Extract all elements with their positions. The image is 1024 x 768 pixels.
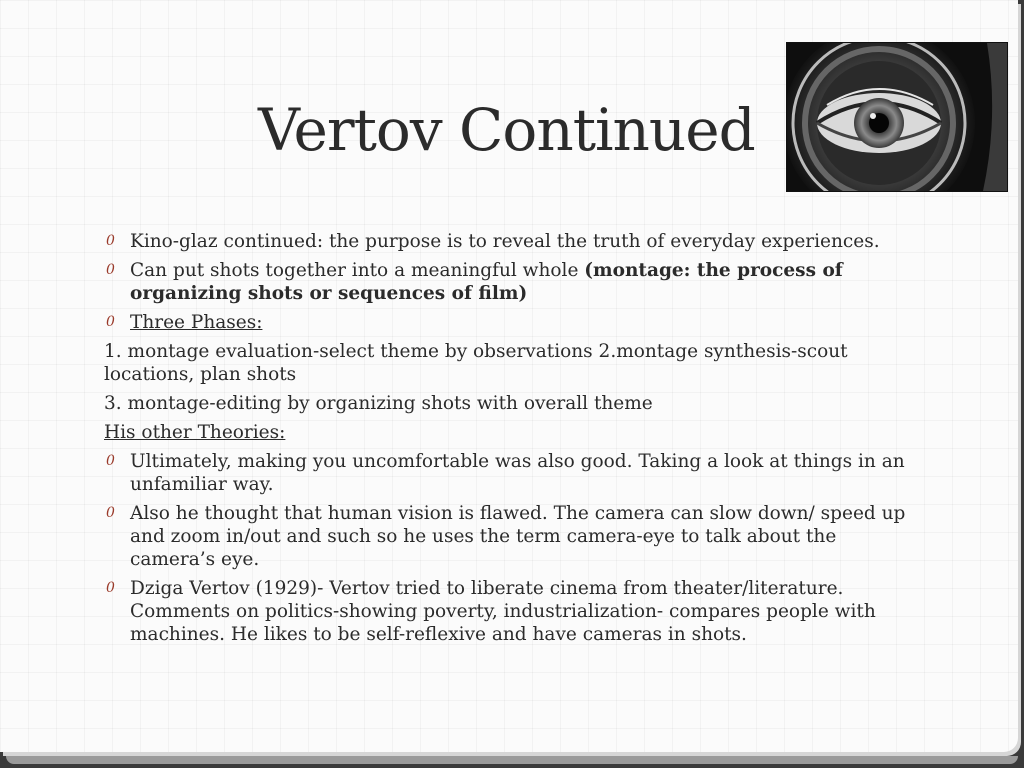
list-item (104, 450, 916, 496)
paragraph: 3. montage-editing by organizing shots with overall theme (104, 393, 653, 414)
bullet-marker: 0 (106, 580, 115, 596)
list-item (104, 259, 916, 305)
list-item-text: Can put shots together into a meaningful whole (130, 260, 585, 281)
bullet-list (104, 230, 916, 652)
list-item-text: Dziga Vertov (1929)- Vertov tried to liberate cinema from theater/literature. Comments on politics-showing poverty, industrialization- compares people with machines. He likes to be self-reflexive and have cameras in shots. (130, 578, 876, 645)
subheading-other-theories: His other Theories: (104, 422, 286, 443)
camera-eye-image (786, 42, 1008, 192)
bullet-marker: 0 (106, 453, 115, 469)
list-item-text: Kino-glaz continued: the purpose is to reveal the truth of everyday experiences. (130, 231, 880, 252)
bullet-marker: 0 (106, 262, 115, 278)
slide-title: Vertov Continued (258, 96, 755, 164)
camera-eye-graphic (787, 43, 1007, 191)
bullet-marker: 0 (106, 505, 115, 521)
list-item (104, 502, 916, 571)
list-item-bold-text: (montage: the process of organizing shots or sequences of film) (130, 260, 843, 304)
list-item (104, 577, 916, 646)
bullet-marker: 0 (106, 233, 115, 249)
bullet-marker: 0 (106, 314, 115, 330)
list-item-text: Ultimately, making you uncomfortable was also good. Taking a look at things in an unfamiliar way. (130, 451, 905, 495)
list-item-text: Also he thought that human vision is flawed. The camera can slow down/ speed up and zoom in/out and such so he uses the term camera-eye to talk about the camera’s eye. (130, 503, 906, 570)
slide-shadow (6, 756, 1018, 764)
list-item (104, 311, 916, 334)
list-item (104, 230, 916, 253)
subheading-three-phases: Three Phases: (130, 312, 263, 333)
paragraph: 1. montage evaluation-select theme by observations 2.montage synthesis-scout locations, plan shots (104, 341, 848, 385)
